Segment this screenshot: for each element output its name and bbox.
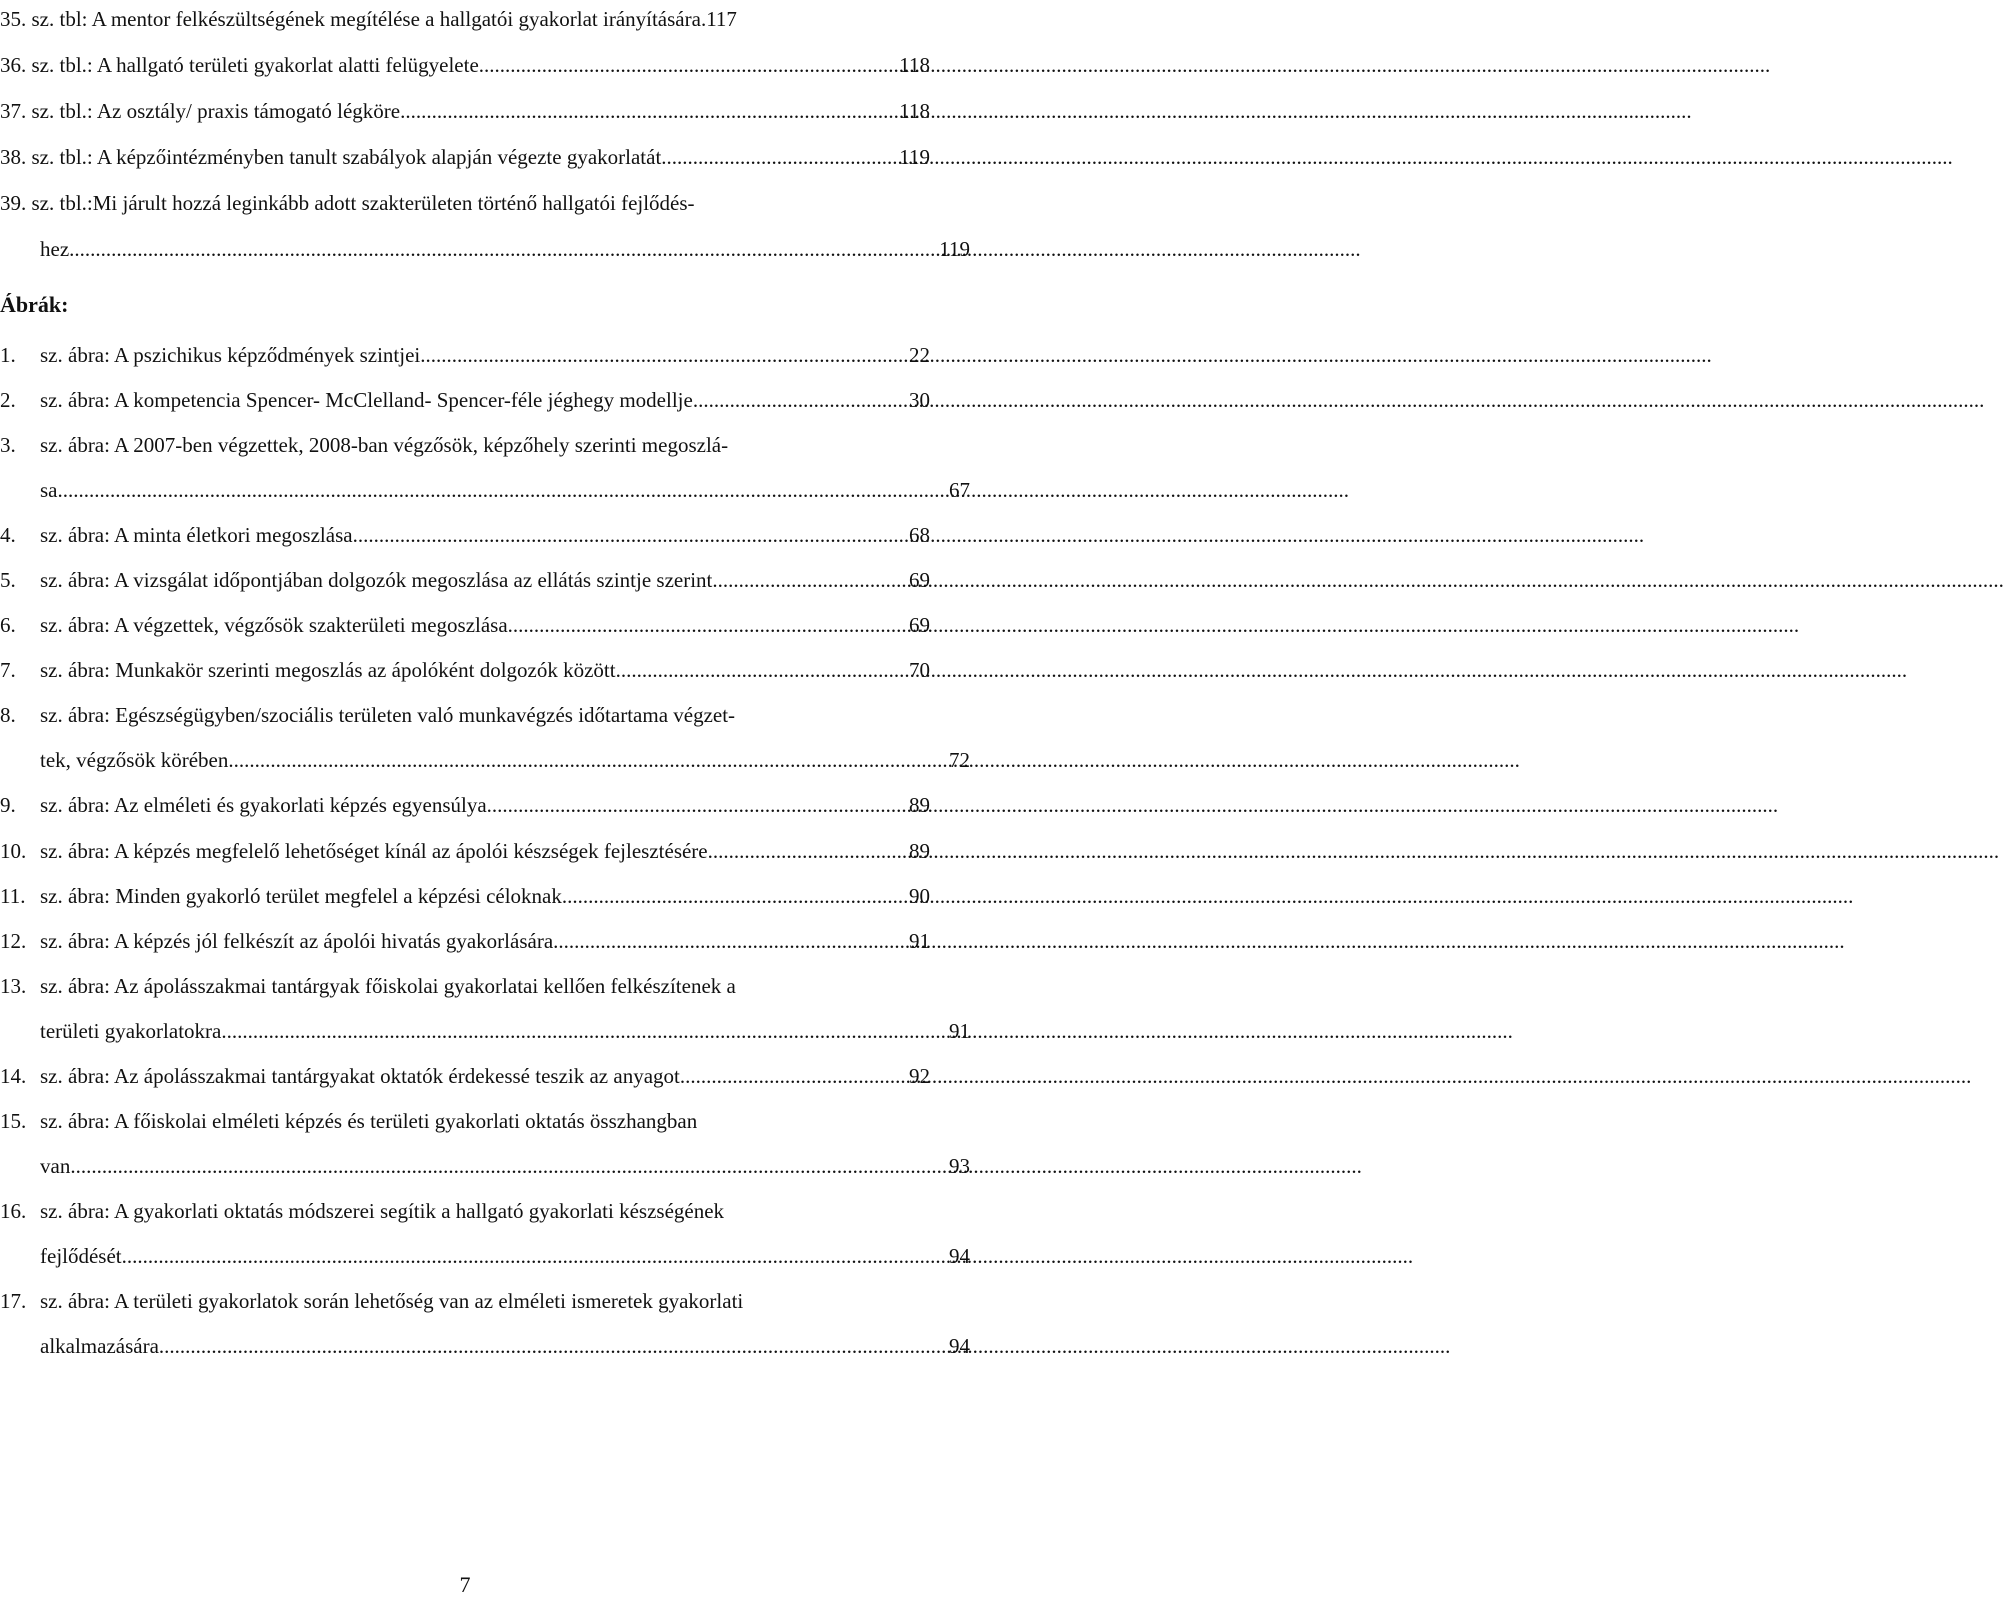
entry-page: 89 (909, 839, 930, 863)
toc-figure-entry-continuation[interactable] (0, 1016, 970, 1046)
dot-leader (58, 475, 950, 505)
toc-figure-entry[interactable] (0, 790, 930, 820)
figures-heading: Ábrák: (0, 292, 69, 317)
toc-figure-entry[interactable] (0, 971, 930, 1001)
entry-page: 93 (949, 1154, 970, 1178)
entry-page: 117 (706, 7, 737, 31)
toc-figure-entry[interactable] (0, 520, 930, 550)
dot-leader (508, 610, 909, 640)
entry-label: sz. ábra: A pszichikus képződmények szintjei (40, 343, 421, 367)
entry-label: 37. sz. tbl.: Az osztály/ praxis támogató légköre (0, 99, 401, 123)
dot-leader (487, 790, 909, 820)
entry-page: 92 (909, 1064, 930, 1088)
entry-label-continuation: fejlődését (40, 1244, 122, 1268)
entry-label: sz. ábra: Minden gyakorló terület megfelel a képzési céloknak (40, 884, 562, 908)
toc-table-entry[interactable] (0, 50, 930, 80)
page-number: 7 (459, 1572, 471, 1597)
entry-page: 69 (909, 613, 930, 637)
entry-number: 11. (0, 884, 26, 908)
toc-figure-entry[interactable] (0, 700, 930, 730)
dot-leader (228, 745, 949, 775)
entry-label: 39. sz. tbl.:Mi járult hozzá leginkább adott szakterületen történő hallgatói fejlődés- (0, 191, 695, 215)
dot-leader (693, 385, 909, 415)
entry-label: sz. ábra: A minta életkori megoszlása (40, 523, 353, 547)
dot-leader (221, 1016, 949, 1046)
dot-leader (661, 142, 899, 172)
dot-leader (680, 1061, 909, 1091)
entry-label: sz. ábra: Egészségügyben/szociális területen való munkavégzés időtartama végzet- (40, 703, 736, 727)
entry-label: sz. ábra: A képzés megfelelő lehetőséget kínál az ápolói készségek fejlesztésére (40, 839, 708, 863)
entry-label: sz. ábra: A területi gyakorlatok során lehetőség van az elméleti ismeretek gyakorlati (40, 1289, 744, 1313)
entry-page: 119 (899, 145, 930, 169)
entry-page: 22 (909, 343, 930, 367)
toc-table-entry[interactable] (0, 96, 930, 126)
entry-page: 67 (949, 478, 970, 502)
dot-leader (616, 655, 909, 685)
toc-figure-entry-continuation[interactable] (0, 745, 970, 775)
dot-leader (553, 926, 909, 956)
entry-page: 69 (909, 568, 930, 592)
entry-label: sz. ábra: A 2007-ben végzettek, 2008-ban végzősök, képzőhely szerinti megoszlá- (40, 433, 729, 457)
dot-leader (400, 96, 899, 126)
entry-label: sz. ábra: Az elméleti és gyakorlati képzés egyensúlya (40, 793, 487, 817)
toc-figure-entry-continuation[interactable] (0, 1331, 970, 1361)
entry-number: 13. (0, 974, 27, 998)
toc-table-entry[interactable] (0, 4, 930, 34)
entry-label: sz. ábra: A végzettek, végzősök szakterületi megoszlása (40, 613, 508, 637)
dot-leader (159, 1331, 949, 1361)
entry-number: 7. (0, 658, 16, 682)
entry-number: 15. (0, 1109, 27, 1133)
entry-page: 89 (909, 793, 930, 817)
entry-label: 35. sz. tbl: A mentor felkészültségének megítélése a hallgatói gyakorlat irányítására. (0, 7, 707, 31)
toc-figure-entry-continuation[interactable] (0, 1241, 970, 1271)
toc-figure-entry[interactable] (0, 1196, 930, 1226)
entry-number: 1. (0, 343, 16, 367)
entry-label-continuation: tek, végzősök körében (40, 748, 229, 772)
entry-number: 5. (0, 568, 16, 592)
entry-page: 91 (949, 1019, 970, 1043)
toc-table-entry[interactable] (0, 142, 930, 172)
entry-label: 36. sz. tbl.: A hallgató területi gyakorlat alatti felügyelete (0, 53, 479, 77)
toc-figure-entry[interactable] (0, 881, 930, 911)
document-page (0, 0, 970, 1617)
entry-label: sz. ábra: A főiskolai elméleti képzés és területi gyakorlati oktatás összhangban (40, 1109, 698, 1133)
dot-leader (562, 881, 909, 911)
entry-label: sz. ábra: Az ápolásszakmai tantárgyakat oktatók érdekessé teszik az anyagot (40, 1064, 680, 1088)
toc-figure-entry[interactable] (0, 430, 930, 460)
entry-number: 8. (0, 703, 16, 727)
entry-label-continuation: van (40, 1154, 71, 1178)
entry-page: 91 (909, 929, 930, 953)
entry-number: 10. (0, 839, 27, 863)
toc-table-entry[interactable] (0, 188, 930, 218)
entry-page: 94 (949, 1244, 970, 1268)
toc-figure-entry-continuation[interactable] (0, 1151, 970, 1181)
entry-page: 68 (909, 523, 930, 547)
entry-page: 90 (909, 884, 930, 908)
entry-number: 6. (0, 613, 16, 637)
entry-page: 118 (899, 99, 930, 123)
entry-number: 4. (0, 523, 16, 547)
entry-label-continuation: hez (40, 237, 70, 261)
dot-leader (708, 836, 909, 866)
entry-page: 70 (909, 658, 930, 682)
toc-figure-entry[interactable] (0, 385, 930, 415)
entry-label-continuation: sa (40, 478, 58, 502)
toc-figure-entry[interactable] (0, 565, 930, 595)
toc-table-entry-continuation[interactable] (0, 234, 970, 264)
entry-number: 17. (0, 1289, 27, 1313)
entry-number: 12. (0, 929, 27, 953)
dot-leader (70, 1151, 949, 1181)
entry-number: 14. (0, 1064, 27, 1088)
toc-figure-entry[interactable] (0, 610, 930, 640)
entry-page: 118 (899, 53, 930, 77)
toc-figure-entry-continuation[interactable] (0, 475, 970, 505)
entry-label: sz. ábra: A kompetencia Spencer- McClelland- Spencer-féle jéghegy modellje (40, 388, 693, 412)
entry-page: 119 (939, 237, 970, 261)
toc-figure-entry[interactable] (0, 655, 930, 685)
entry-label: sz. ábra: A képzés jól felkészít az ápolói hivatás gyakorlására (40, 929, 554, 953)
entry-page: 94 (949, 1334, 970, 1358)
toc-figure-entry[interactable] (0, 836, 930, 866)
dot-leader (712, 565, 909, 595)
dot-leader (420, 340, 909, 370)
toc-figure-entry[interactable] (0, 1106, 930, 1136)
dot-leader (122, 1241, 949, 1271)
dot-leader (69, 234, 939, 264)
entry-number: 9. (0, 793, 16, 817)
toc-figure-entry[interactable] (0, 340, 930, 370)
entry-label: sz. ábra: A gyakorlati oktatás módszerei segítik a hallgató gyakorlati készségének (40, 1199, 725, 1223)
entry-label-continuation: alkalmazására (40, 1334, 159, 1358)
toc-figure-entry[interactable] (0, 1061, 930, 1091)
dot-leader (353, 520, 909, 550)
entry-label: sz. ábra: A vizsgálat időpontjában dolgozók megoszlása az ellátás szintje szerint (40, 568, 713, 592)
entry-page: 30 (909, 388, 930, 412)
entry-number: 16. (0, 1199, 27, 1223)
toc-figure-entry[interactable] (0, 926, 930, 956)
dot-leader (479, 50, 899, 80)
toc-figure-entry[interactable] (0, 1286, 930, 1316)
entry-page: 72 (949, 748, 970, 772)
entry-number: 2. (0, 388, 16, 412)
entry-label: sz. ábra: Munkakör szerinti megoszlás az ápolóként dolgozók között (40, 658, 616, 682)
entry-number: 3. (0, 433, 16, 457)
entry-label: sz. ábra: Az ápolásszakmai tantárgyak főiskolai gyakorlatai kellően felkészítenek a (40, 974, 736, 998)
entry-label-continuation: területi gyakorlatokra (40, 1019, 222, 1043)
entry-label: 38. sz. tbl.: A képzőintézményben tanult szabályok alapján végezte gyakorlatát (0, 145, 662, 169)
